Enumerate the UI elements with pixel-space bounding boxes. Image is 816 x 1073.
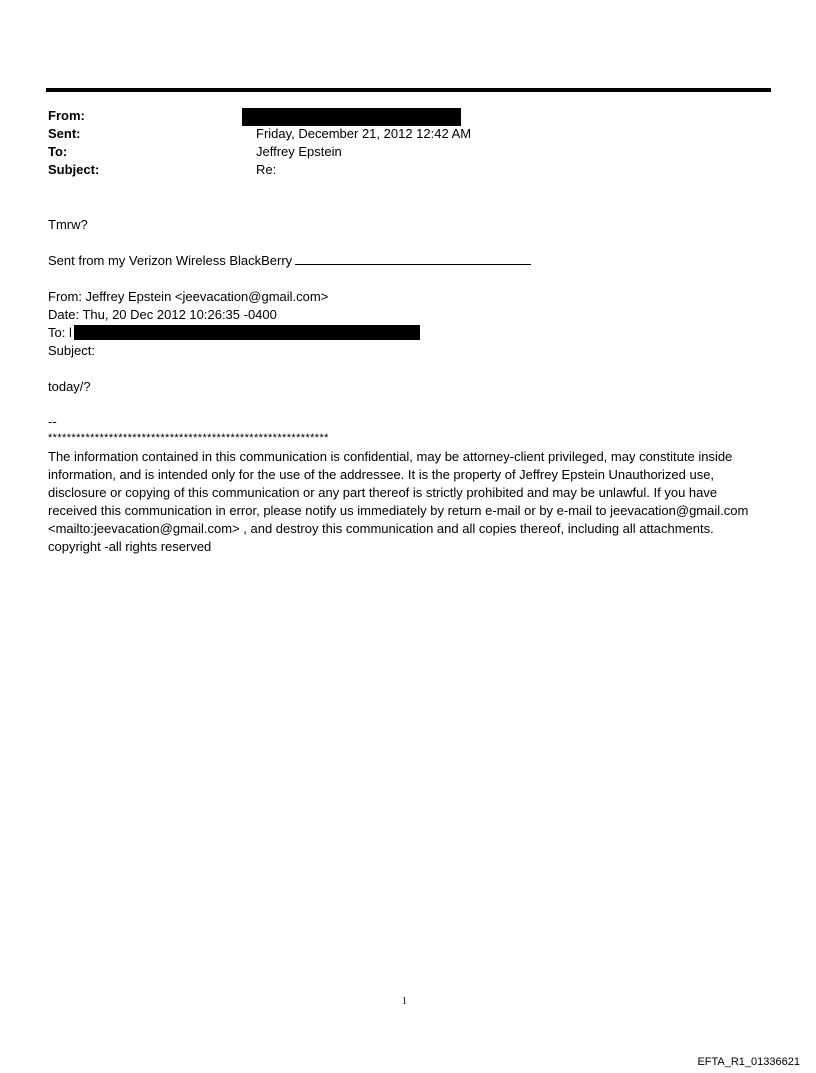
separator-stars: ************************************************************ xyxy=(48,432,329,444)
sent-value: Friday, December 21, 2012 12:42 AM xyxy=(256,126,472,141)
signature-text: Sent from my Verizon Wireless BlackBerry xyxy=(48,253,293,268)
quoted-from: From: Jeffrey Epstein <jeevacation@gmail.com> xyxy=(48,289,329,304)
to-value: Jeffrey Epstein xyxy=(256,144,342,159)
redaction-box xyxy=(74,325,420,340)
from-label: From: xyxy=(48,108,85,123)
page-number: 1 xyxy=(402,996,407,1007)
document-id: EFTA_R1_01336621 xyxy=(697,1056,800,1068)
to-label: To: xyxy=(48,144,68,159)
confidentiality-disclaimer: The information contained in this communication is confidential, may be attorney-client privileged, may constitute inside information, and is intended only for the use of the addressee. It is the property of Jeffrey Epstein Unauthorized use, disclosure or copying of this communication or any part thereof is strictly prohibited and may be unlawful. If you have received this communication in error, please notify us immediately by return e-mail or by e-mail to jeevacation@gmail.com <mailto:jeevacation@gmail.com> , and destroy this communication and all copies thereof, including all attachments. copyright -all rights reserved xyxy=(48,449,749,554)
quoted-date: Date: Thu, 20 Dec 2012 10:26:35 -0400 xyxy=(48,307,277,322)
quoted-to: To: l xyxy=(48,325,72,340)
quoted-message: today/? xyxy=(48,379,91,394)
subject-label: Subject: xyxy=(48,162,100,177)
reply-text: Tmrw? xyxy=(48,217,88,232)
subject-value: Re: xyxy=(256,162,277,177)
signature-line xyxy=(48,252,531,270)
header-rule xyxy=(46,88,771,92)
signature-dashes: -- xyxy=(48,414,57,429)
quoted-subject: Subject: xyxy=(48,343,95,358)
sent-label: Sent: xyxy=(48,126,81,141)
redaction-box xyxy=(242,108,461,126)
signature-underline xyxy=(295,254,531,265)
